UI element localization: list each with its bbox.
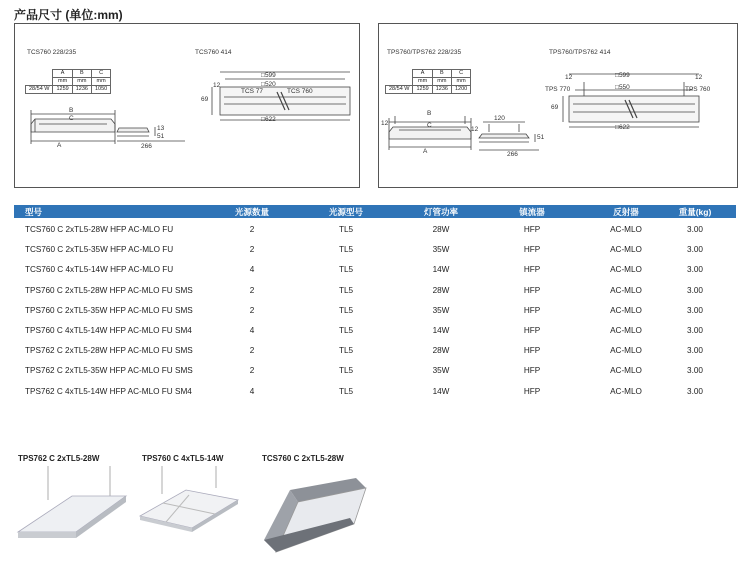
dim-header: B — [72, 70, 91, 78]
cell-reflector: AC-MLO — [610, 325, 642, 335]
product-label-tps762: TPS762 C 2xTL5-28W — [18, 454, 100, 463]
dim-label-b: B — [427, 110, 432, 117]
col-header-lamp-type: 光源型号 — [328, 207, 364, 217]
cell-model: TCS760 C 4xTL5-14W HFP AC-MLO FU — [25, 265, 174, 275]
dim-label-tps760: TPS 760 — [685, 86, 711, 93]
cell-model: TCS760 C 2xTL5-28W HFP AC-MLO FU — [25, 225, 174, 234]
cell-weight: 3.00 — [687, 305, 703, 315]
dim-row-label: 28/54 W — [386, 86, 413, 94]
cell-reflector: AC-MLO — [610, 245, 642, 255]
cell-weight: 3.00 — [687, 325, 703, 335]
dim-value-622: 622 — [618, 124, 630, 131]
dim-label-69: 69 — [551, 104, 559, 111]
cell-model: TPS760 C 2xTL5-28W HFP AC-MLO FU SMS — [25, 285, 193, 295]
label-tcs760-228: TCS760 228/235 — [27, 49, 77, 56]
dim-value-599: 599 — [264, 72, 276, 79]
cell-reflector: AC-MLO — [610, 225, 642, 234]
cell-lamp-count: 2 — [249, 225, 255, 234]
cell-ballast: HFP — [523, 366, 541, 376]
cell-model: TPS760 C 4xTL5-14W HFP AC-MLO FU SM4 — [25, 325, 192, 335]
col-header-reflector: 反射器 — [613, 207, 639, 217]
dim-value-520: 520 — [264, 81, 276, 88]
cell-model: TPS762 C 2xTL5-35W HFP AC-MLO FU SMS — [25, 366, 193, 376]
cell-reflector: AC-MLO — [610, 265, 642, 275]
dim-row-label: 28/54 W — [26, 86, 53, 94]
cell-power: 28W — [432, 285, 450, 295]
cell-lamp-type: TL5 — [338, 325, 354, 335]
dim-header: A — [53, 70, 72, 78]
cell-model: TPS762 C 2xTL5-28W HFP AC-MLO FU SMS — [25, 346, 193, 356]
cell-model: TCS760 C 2xTL5-35W HFP AC-MLO FU — [25, 245, 174, 255]
table-row — [14, 383, 736, 403]
cell-reflector: AC-MLO — [610, 386, 642, 396]
dim-value-622: 622 — [264, 116, 276, 123]
cell-lamp-count: 4 — [249, 386, 255, 396]
dim-label-266: 266 — [141, 143, 152, 150]
cell-ballast: HFP — [523, 305, 541, 315]
col-header-power: 灯管功率 — [423, 207, 459, 217]
dim-label-12b: 12 — [471, 126, 479, 133]
dim-label-550: □550 — [615, 84, 630, 91]
cell-lamp-type: TL5 — [338, 366, 354, 376]
dim-value: 1236 — [72, 86, 91, 94]
cell-lamp-type: TL5 — [338, 386, 354, 396]
table-row — [14, 241, 736, 261]
dim-label-69: 69 — [201, 96, 209, 103]
table-row — [14, 221, 736, 241]
dim-label-520: □520 — [261, 81, 276, 88]
table-row — [14, 362, 736, 382]
cell-reflector: AC-MLO — [610, 285, 642, 295]
label-tps760-228: TPS760/TPS762 228/235 — [387, 49, 462, 56]
cell-ballast: HFP — [523, 225, 541, 234]
cell-lamp-count: 4 — [249, 265, 255, 275]
cell-lamp-count: 2 — [249, 366, 255, 376]
dim-label-51: 51 — [537, 134, 545, 141]
dim-label-599: □599 — [615, 72, 630, 79]
cell-lamp-type: TL5 — [338, 225, 354, 234]
page-title: 产品尺寸 (单位:mm) — [14, 8, 123, 22]
dim-value: 1236 — [432, 86, 451, 94]
label-tps760-414: TPS760/TPS762 414 — [549, 49, 611, 56]
cell-lamp-count: 2 — [249, 245, 255, 255]
dim-label-tps770: TPS 770 — [545, 86, 571, 93]
product-image-tcs760 — [254, 476, 372, 566]
cell-reflector: AC-MLO — [610, 305, 642, 315]
dim-label-c: C — [427, 122, 432, 129]
dim-value: 1259 — [53, 86, 72, 94]
table-row — [14, 302, 736, 322]
cell-lamp-type: TL5 — [338, 265, 354, 275]
dim-label-120: 120 — [494, 115, 505, 122]
cell-power: 35W — [432, 366, 450, 376]
cell-reflector: AC-MLO — [610, 346, 642, 356]
cell-reflector: AC-MLO — [610, 366, 642, 376]
dim-label-a: A — [57, 142, 62, 149]
col-header-ballast: 镇流器 — [519, 207, 545, 217]
cell-lamp-count: 4 — [249, 325, 255, 335]
dim-label-12a: 12 — [381, 120, 389, 127]
cell-weight: 3.00 — [687, 245, 703, 255]
cell-lamp-count: 2 — [249, 285, 255, 295]
dim-value: 1050 — [91, 86, 110, 94]
cell-power: 35W — [432, 305, 450, 315]
cell-power: 14W — [432, 386, 450, 396]
cell-ballast: HFP — [523, 325, 541, 335]
cell-weight: 3.00 — [687, 225, 703, 234]
table-row — [14, 322, 736, 342]
dim-unit: mm — [72, 78, 91, 86]
dim-label-b: B — [69, 107, 74, 114]
cell-ballast: HFP — [523, 285, 541, 295]
dim-label-266: 266 — [507, 151, 518, 158]
product-image-tps760 — [134, 466, 244, 562]
cell-model: TPS762 C 4xTL5-14W HFP AC-MLO FU SM4 — [25, 386, 192, 396]
cell-weight: 3.00 — [687, 265, 703, 275]
dim-unit: mm — [53, 78, 72, 86]
cell-power: 14W — [432, 265, 450, 275]
cell-lamp-type: TL5 — [338, 245, 354, 255]
cell-power: 28W — [432, 225, 450, 234]
cell-weight: 3.00 — [687, 346, 703, 356]
cell-power: 28W — [432, 346, 450, 356]
dim-label-13: 13 — [157, 125, 165, 132]
dim-unit: mm — [413, 78, 432, 86]
col-header-model: 型号 — [25, 207, 43, 217]
cell-model: TPS760 C 2xTL5-35W HFP AC-MLO FU SMS — [25, 305, 193, 315]
cell-lamp-type: TL5 — [338, 346, 354, 356]
dim-label-12d: 12 — [695, 74, 703, 81]
dim-header: A — [413, 70, 432, 78]
col-header-lamp-count: 光源数量 — [234, 207, 270, 217]
table-row — [14, 282, 736, 302]
product-label-tcs760: TCS760 C 2xTL5-28W — [262, 454, 344, 463]
product-label-tps760: TPS760 C 4xTL5-14W — [142, 454, 224, 463]
cell-power: 35W — [432, 245, 450, 255]
dimension-panel-tps760 — [378, 23, 738, 188]
cell-ballast: HFP — [523, 245, 541, 255]
cell-weight: 3.00 — [687, 285, 703, 295]
dim-label-12: 12 — [213, 82, 221, 89]
spec-table-body — [14, 221, 736, 403]
cell-power: 14W — [432, 325, 450, 335]
dim-unit: mm — [432, 78, 451, 86]
dim-label-tcs760: TCS 760 — [287, 88, 313, 95]
dim-unit: mm — [451, 78, 470, 86]
cell-ballast: HFP — [523, 346, 541, 356]
table-row — [14, 342, 736, 362]
cell-lamp-count: 2 — [249, 346, 255, 356]
col-header-weight: 重量(kg) — [678, 207, 712, 217]
cell-weight: 3.00 — [687, 366, 703, 376]
dim-label-c: C — [69, 115, 74, 122]
dim-value: 1200 — [451, 86, 470, 94]
dim-unit: mm — [91, 78, 110, 86]
dimension-panel-tcs760 — [14, 23, 360, 188]
dim-label-622: □622 — [261, 116, 276, 123]
cell-ballast: HFP — [523, 265, 541, 275]
cell-lamp-type: TL5 — [338, 305, 354, 315]
dimension-table-tps760 — [385, 69, 471, 94]
cell-ballast: HFP — [523, 386, 541, 396]
dim-header: C — [451, 70, 470, 78]
dim-label-a: A — [423, 148, 428, 155]
dimension-table-tcs760 — [25, 69, 111, 94]
dim-header: B — [432, 70, 451, 78]
label-tcs760-414: TCS760 414 — [195, 49, 232, 56]
dim-label-12c: 12 — [565, 74, 573, 81]
product-image-tps762 — [14, 466, 132, 562]
cell-weight: 3.00 — [687, 386, 703, 396]
dim-label-599: □599 — [261, 72, 276, 79]
dim-value: 1259 — [413, 86, 432, 94]
dim-value-599: 599 — [618, 72, 630, 79]
dim-value-550: 550 — [618, 84, 630, 91]
dim-label-tcs77: TCS 77 — [241, 88, 264, 95]
table-row — [14, 261, 736, 281]
dim-label-622: □622 — [615, 124, 630, 131]
spec-table-header — [14, 205, 736, 218]
dim-header: C — [91, 70, 110, 78]
cell-lamp-count: 2 — [249, 305, 255, 315]
cell-lamp-type: TL5 — [338, 285, 354, 295]
dim-label-51: 51 — [157, 133, 165, 140]
